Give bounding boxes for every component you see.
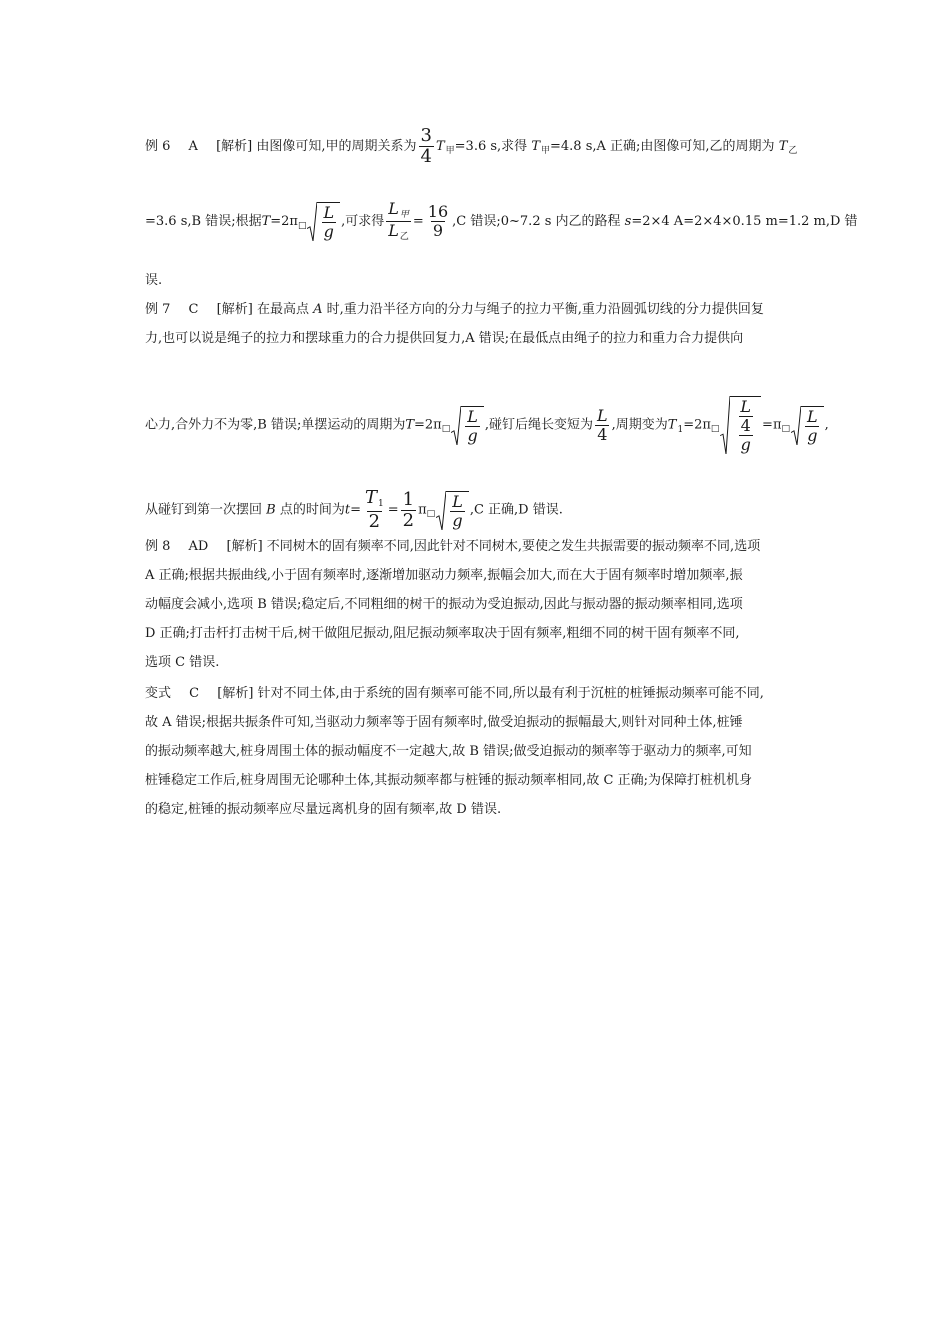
fraction-denominator: g bbox=[807, 425, 818, 445]
fraction bbox=[419, 126, 434, 167]
ex7-tag: [解析] bbox=[216, 302, 253, 317]
placeholder-box: □ bbox=[781, 424, 790, 434]
var-tag: [解析] bbox=[217, 686, 254, 701]
fraction-denominator: g bbox=[323, 222, 334, 241]
ex6-text: =3.6 s,求得 bbox=[454, 139, 528, 154]
sqrt-expression bbox=[307, 202, 340, 241]
var-answer: C bbox=[189, 686, 200, 701]
fraction-numerator: L bbox=[467, 406, 478, 426]
radical-sign bbox=[720, 396, 730, 454]
subscript: 甲 bbox=[399, 210, 409, 220]
symbol-T: T bbox=[365, 487, 378, 508]
ex7-text: =2π bbox=[683, 417, 711, 433]
fraction-numerator: L bbox=[452, 491, 463, 511]
subscript: 乙 bbox=[399, 232, 409, 242]
ex6-text: ,可求得 bbox=[341, 214, 385, 229]
symbol-t: t bbox=[344, 502, 351, 518]
ex6-text: =2π bbox=[270, 214, 298, 229]
fraction-denominator: 2 bbox=[368, 511, 381, 532]
symbol-L: L bbox=[388, 221, 399, 240]
ex6-text: ,C 错误;0~7.2 s 内乙的路程 bbox=[452, 214, 621, 229]
ex8-tag: [解析] bbox=[226, 539, 263, 554]
ex7-text: ,碰钉后绳长变短为 bbox=[484, 417, 594, 433]
sqrt-expression bbox=[436, 491, 469, 530]
fraction bbox=[734, 398, 757, 454]
fraction-numerator: L bbox=[597, 405, 608, 425]
radical-sign bbox=[307, 202, 317, 241]
fraction-denominator: 4 bbox=[597, 424, 608, 444]
ex7-line-2: 力,也可以说是绳子的拉力和摆球重力的合力提供回复力,A 错误;在最低点由绳子的拉力和重力合力提供向 bbox=[145, 331, 744, 346]
var-line-2: 故 A 错误;根据共振条件可知,当驱动力频率等于固有频率时,做受迫振动的振幅最大,则针对同种土体,桩锤 bbox=[145, 715, 743, 730]
ex6-answer: A bbox=[188, 139, 198, 154]
var-line-1 bbox=[145, 685, 764, 703]
var-line-4: 桩锤稳定工作后,桩身周围无论哪种土体,其振动频率都与桩锤的振动频率相同,故 C 正确;为保障打桩机机身 bbox=[145, 773, 752, 788]
var-line-5: 的稳定,桩锤的振动频率应尽量远离机身的固有频率,故 D 错误. bbox=[145, 802, 502, 817]
fraction bbox=[805, 408, 820, 445]
fraction-denominator: 9 bbox=[432, 221, 444, 240]
ex8-line-3: 动幅度会减小,选项 B 错误;稳定后,不同粗细的树干的振动为受迫振动,因此与振动器的振动频率相同,选项 bbox=[145, 597, 743, 612]
radical-sign bbox=[451, 406, 461, 445]
placeholder-box: □ bbox=[426, 509, 436, 519]
ex8-line-1 bbox=[145, 538, 760, 556]
fraction bbox=[426, 203, 450, 240]
ex8-answer: AD bbox=[188, 539, 209, 554]
symbol-s: s bbox=[624, 214, 632, 229]
fraction-numerator: 1 bbox=[402, 488, 415, 510]
subscript: 1 bbox=[378, 499, 384, 509]
radical-sign bbox=[791, 406, 801, 445]
ex7-text: , bbox=[824, 417, 829, 433]
ex7-label: 例 7 bbox=[145, 302, 171, 317]
ex7-text: ,C 正确,D 错误. bbox=[469, 502, 563, 518]
ex7-line-1 bbox=[145, 301, 764, 319]
ex7-text: =2π bbox=[414, 417, 442, 433]
fraction-numerator: L bbox=[807, 406, 818, 426]
symbol-T: T bbox=[778, 139, 788, 154]
fraction-denominator: 4 bbox=[420, 146, 432, 167]
ex8-label: 例 8 bbox=[145, 539, 171, 554]
subscript: 甲 bbox=[540, 146, 550, 156]
ex6-text: 由图像可知,甲的周期关系为 bbox=[256, 139, 417, 154]
fraction-denominator: g bbox=[452, 510, 463, 530]
ex6-tag: [解析] bbox=[216, 139, 253, 154]
symbol-T: T bbox=[531, 139, 540, 154]
fraction bbox=[465, 408, 480, 445]
placeholder-box: □ bbox=[441, 424, 451, 434]
var-text: 针对不同土体,由于系统的固有频率可能不同,所以最有利于沉桩的桩锤振动频率可能不同, bbox=[257, 686, 764, 701]
symbol-T: T bbox=[435, 139, 445, 154]
ex6-line-3: 误. bbox=[145, 273, 163, 288]
var-label: 变式 bbox=[145, 686, 172, 701]
symbol-L: L bbox=[388, 199, 399, 218]
fraction-denominator: 4 bbox=[740, 416, 751, 435]
sqrt-expression bbox=[451, 406, 484, 445]
fraction-numerator: L bbox=[740, 397, 752, 416]
ex6-label: 例 6 bbox=[145, 139, 171, 154]
fraction-numerator: 16 bbox=[427, 202, 449, 221]
ex6-line-1 bbox=[145, 126, 797, 167]
ex7-text: =π bbox=[762, 417, 782, 433]
point-B: B bbox=[266, 502, 276, 518]
ex8-line-4: D 正确;打击杆打击树干后,树干做阻尼振动,阻尼振动频率取决于固有频率,粗细不同的树干固有频率不同, bbox=[145, 626, 740, 641]
fraction bbox=[386, 200, 411, 243]
ex7-text: 点的时间为 bbox=[279, 502, 345, 518]
fraction-denominator: g bbox=[467, 425, 478, 445]
ex6-text: =3.6 s,B 错误;根据 bbox=[145, 214, 262, 229]
fraction-numerator: 3 bbox=[420, 125, 432, 146]
subscript: 甲 bbox=[445, 146, 455, 156]
sqrt-expression bbox=[791, 406, 824, 445]
ex6-text: =4.8 s,A 正确;由图像可知,乙的周期为 bbox=[550, 139, 775, 154]
placeholder-box: □ bbox=[710, 424, 720, 434]
symbol-T: T bbox=[261, 214, 271, 229]
subscript: 1 bbox=[677, 424, 684, 435]
ex7-line-4 bbox=[145, 488, 563, 532]
symbol-T: T bbox=[405, 417, 415, 433]
ex6-text: =2×4 A=2×4×0.15 m=1.2 m,D 错 bbox=[631, 214, 858, 229]
fraction bbox=[401, 490, 416, 531]
sqrt-expression bbox=[720, 396, 761, 454]
radical-sign bbox=[436, 491, 446, 530]
fraction bbox=[321, 204, 336, 241]
equals-sign: = bbox=[412, 214, 424, 229]
fraction bbox=[363, 488, 386, 532]
ex7-answer: C bbox=[188, 302, 199, 317]
pi-symbol: π bbox=[418, 502, 427, 518]
ex8-line-2: A 正确;根据共振曲线,小于固有频率时,逐渐增加驱动力频率,振幅会加大,而在大于固有频率时增加频率,振 bbox=[145, 568, 743, 583]
equals-sign: = bbox=[350, 502, 362, 518]
fraction-denominator: g bbox=[740, 435, 751, 454]
fraction bbox=[595, 407, 610, 444]
equals-sign: = bbox=[387, 502, 399, 518]
ex7-text: 从碰钉到第一次摆回 bbox=[145, 502, 263, 518]
ex7-text: 时,重力沿半径方向的分力与绳子的拉力平衡,重力沿圆弧切线的分力提供回复 bbox=[326, 302, 764, 317]
subscript: 乙 bbox=[788, 146, 798, 156]
ex6-line-2 bbox=[145, 200, 858, 243]
ex8-text: 不同树木的固有频率不同,因此针对不同树木,要使之发生共振需要的振动频率不同,选项 bbox=[266, 539, 761, 554]
symbol-T: T bbox=[667, 417, 677, 433]
ex8-line-5: 选项 C 错误. bbox=[145, 655, 220, 670]
fraction-numerator: L bbox=[323, 203, 335, 222]
point-A: A bbox=[313, 302, 323, 317]
ex7-text: 在最高点 bbox=[256, 302, 309, 317]
fraction bbox=[450, 493, 465, 530]
placeholder-box: □ bbox=[297, 220, 307, 231]
ex7-text: 心力,合外力不为零,B 错误;单摆运动的周期为 bbox=[145, 417, 406, 433]
ex7-text: ,周期变为 bbox=[611, 417, 668, 433]
fraction bbox=[738, 398, 753, 435]
ex7-line-3 bbox=[145, 396, 829, 454]
var-line-3: 的振动频率越大,桩身周围土体的振动幅度不一定越大,故 B 错误;做受迫振动的频率等于驱动力的频率,可知 bbox=[145, 744, 752, 759]
fraction-denominator: 2 bbox=[402, 509, 415, 531]
